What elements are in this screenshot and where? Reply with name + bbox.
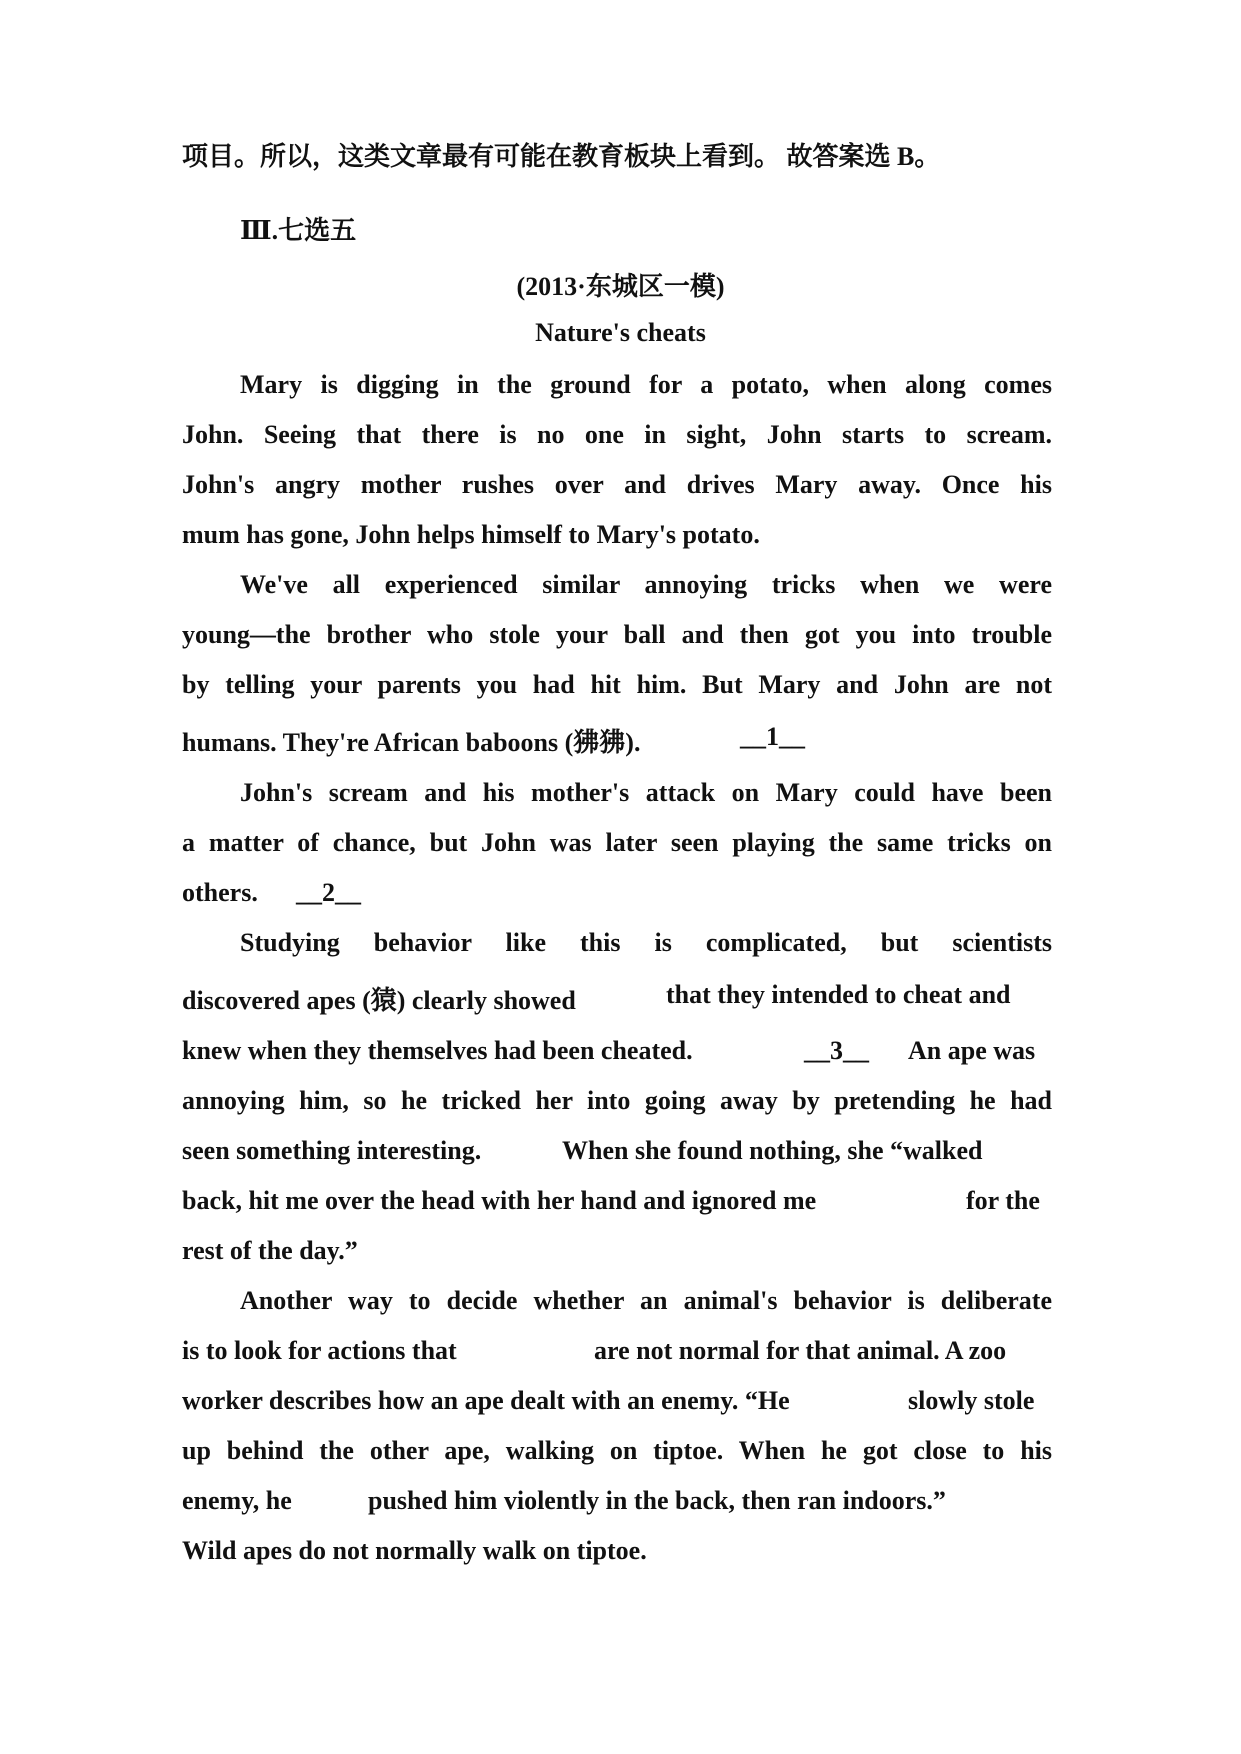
blank-2: __2__	[296, 878, 361, 907]
paragraph-5-line-5b: pushed him violently in the back, then ran indoors.”	[368, 1486, 946, 1515]
paragraph-5-line-5a: enemy, he	[182, 1486, 292, 1515]
paragraph-4-line-3b: An ape was	[908, 1036, 1036, 1065]
paragraph-3-line-3: others.	[182, 878, 258, 907]
paragraph-4-line-5a: seen something interesting.	[182, 1136, 482, 1165]
paragraph-5-line-2a: is to look for actions that	[182, 1336, 457, 1365]
section-heading: Ⅲ.七选五	[240, 216, 357, 245]
passage-title: Nature's cheats	[535, 318, 706, 347]
paragraph-5-line-6: Wild apes do not normally walk on tiptoe.	[182, 1536, 647, 1565]
paragraph-5-line-1: Another way to decide whether an animal's behavior is deliberate	[240, 1286, 1052, 1315]
blank-3: __3__	[804, 1036, 869, 1065]
paragraph-5-line-4: up behind the other ape, walking on tiptoe. When he got close to his	[182, 1436, 1052, 1465]
answer-explanation-line: 项目。所以，这类文章最有可能在教育板块上看到。 故答案选 B。	[182, 142, 941, 171]
paragraph-5-line-2b: are not normal for that animal. A zoo	[594, 1336, 1007, 1365]
paragraph-2-line-3: by telling your parents you had hit him. But Mary and John are not	[182, 670, 1052, 699]
paragraph-4-line-2b: that they intended to cheat and	[666, 980, 1011, 1009]
paragraph-1-line-4: mum has gone, John helps himself to Mary's potato.	[182, 520, 760, 549]
blank-1: __1__	[740, 722, 805, 751]
passage-source: (2013·东城区一模)	[516, 272, 725, 301]
paragraph-5-line-3b: slowly stole	[908, 1386, 1035, 1415]
paragraph-2-line-2: young—the brother who stole your ball and then got you into trouble	[182, 620, 1052, 649]
paragraph-5-line-3a: worker describes how an ape dealt with an enemy. “He	[182, 1386, 790, 1415]
paragraph-1-line-3: John's angry mother rushes over and drives Mary away. Once his	[182, 470, 1052, 499]
paragraph-1-line-1: Mary is digging in the ground for a potato, when along comes	[240, 370, 1052, 399]
paragraph-4-line-1: Studying behavior like this is complicated, but scientists	[240, 928, 1052, 957]
paragraph-4-line-3a: knew when they themselves had been cheated.	[182, 1036, 693, 1065]
paragraph-4-line-5b: When she found nothing, she “walked	[562, 1136, 983, 1165]
paragraph-4-line-6a: back, hit me over the head with her hand and ignored me	[182, 1186, 817, 1215]
paragraph-3-line-2: a matter of chance, but John was later seen playing the same tricks on	[182, 828, 1052, 857]
paragraph-4-line-7: rest of the day.”	[182, 1236, 358, 1265]
paragraph-3-line-1: John's scream and his mother's attack on Mary could have been	[240, 778, 1052, 807]
paragraph-2-line-1: We've all experienced similar annoying tricks when we were	[240, 570, 1052, 599]
paragraph-4-line-4: annoying him, so he tricked her into going away by pretending he had	[182, 1086, 1052, 1115]
paragraph-4-line-6b: for the	[966, 1186, 1040, 1215]
paragraph-1-line-2: John. Seeing that there is no one in sight, John starts to scream.	[182, 420, 1052, 449]
paragraph-2-line-4: humans. They're African baboons (狒狒).	[182, 728, 641, 757]
paragraph-4-line-2a: discovered apes (猿) clearly showed	[182, 986, 576, 1015]
